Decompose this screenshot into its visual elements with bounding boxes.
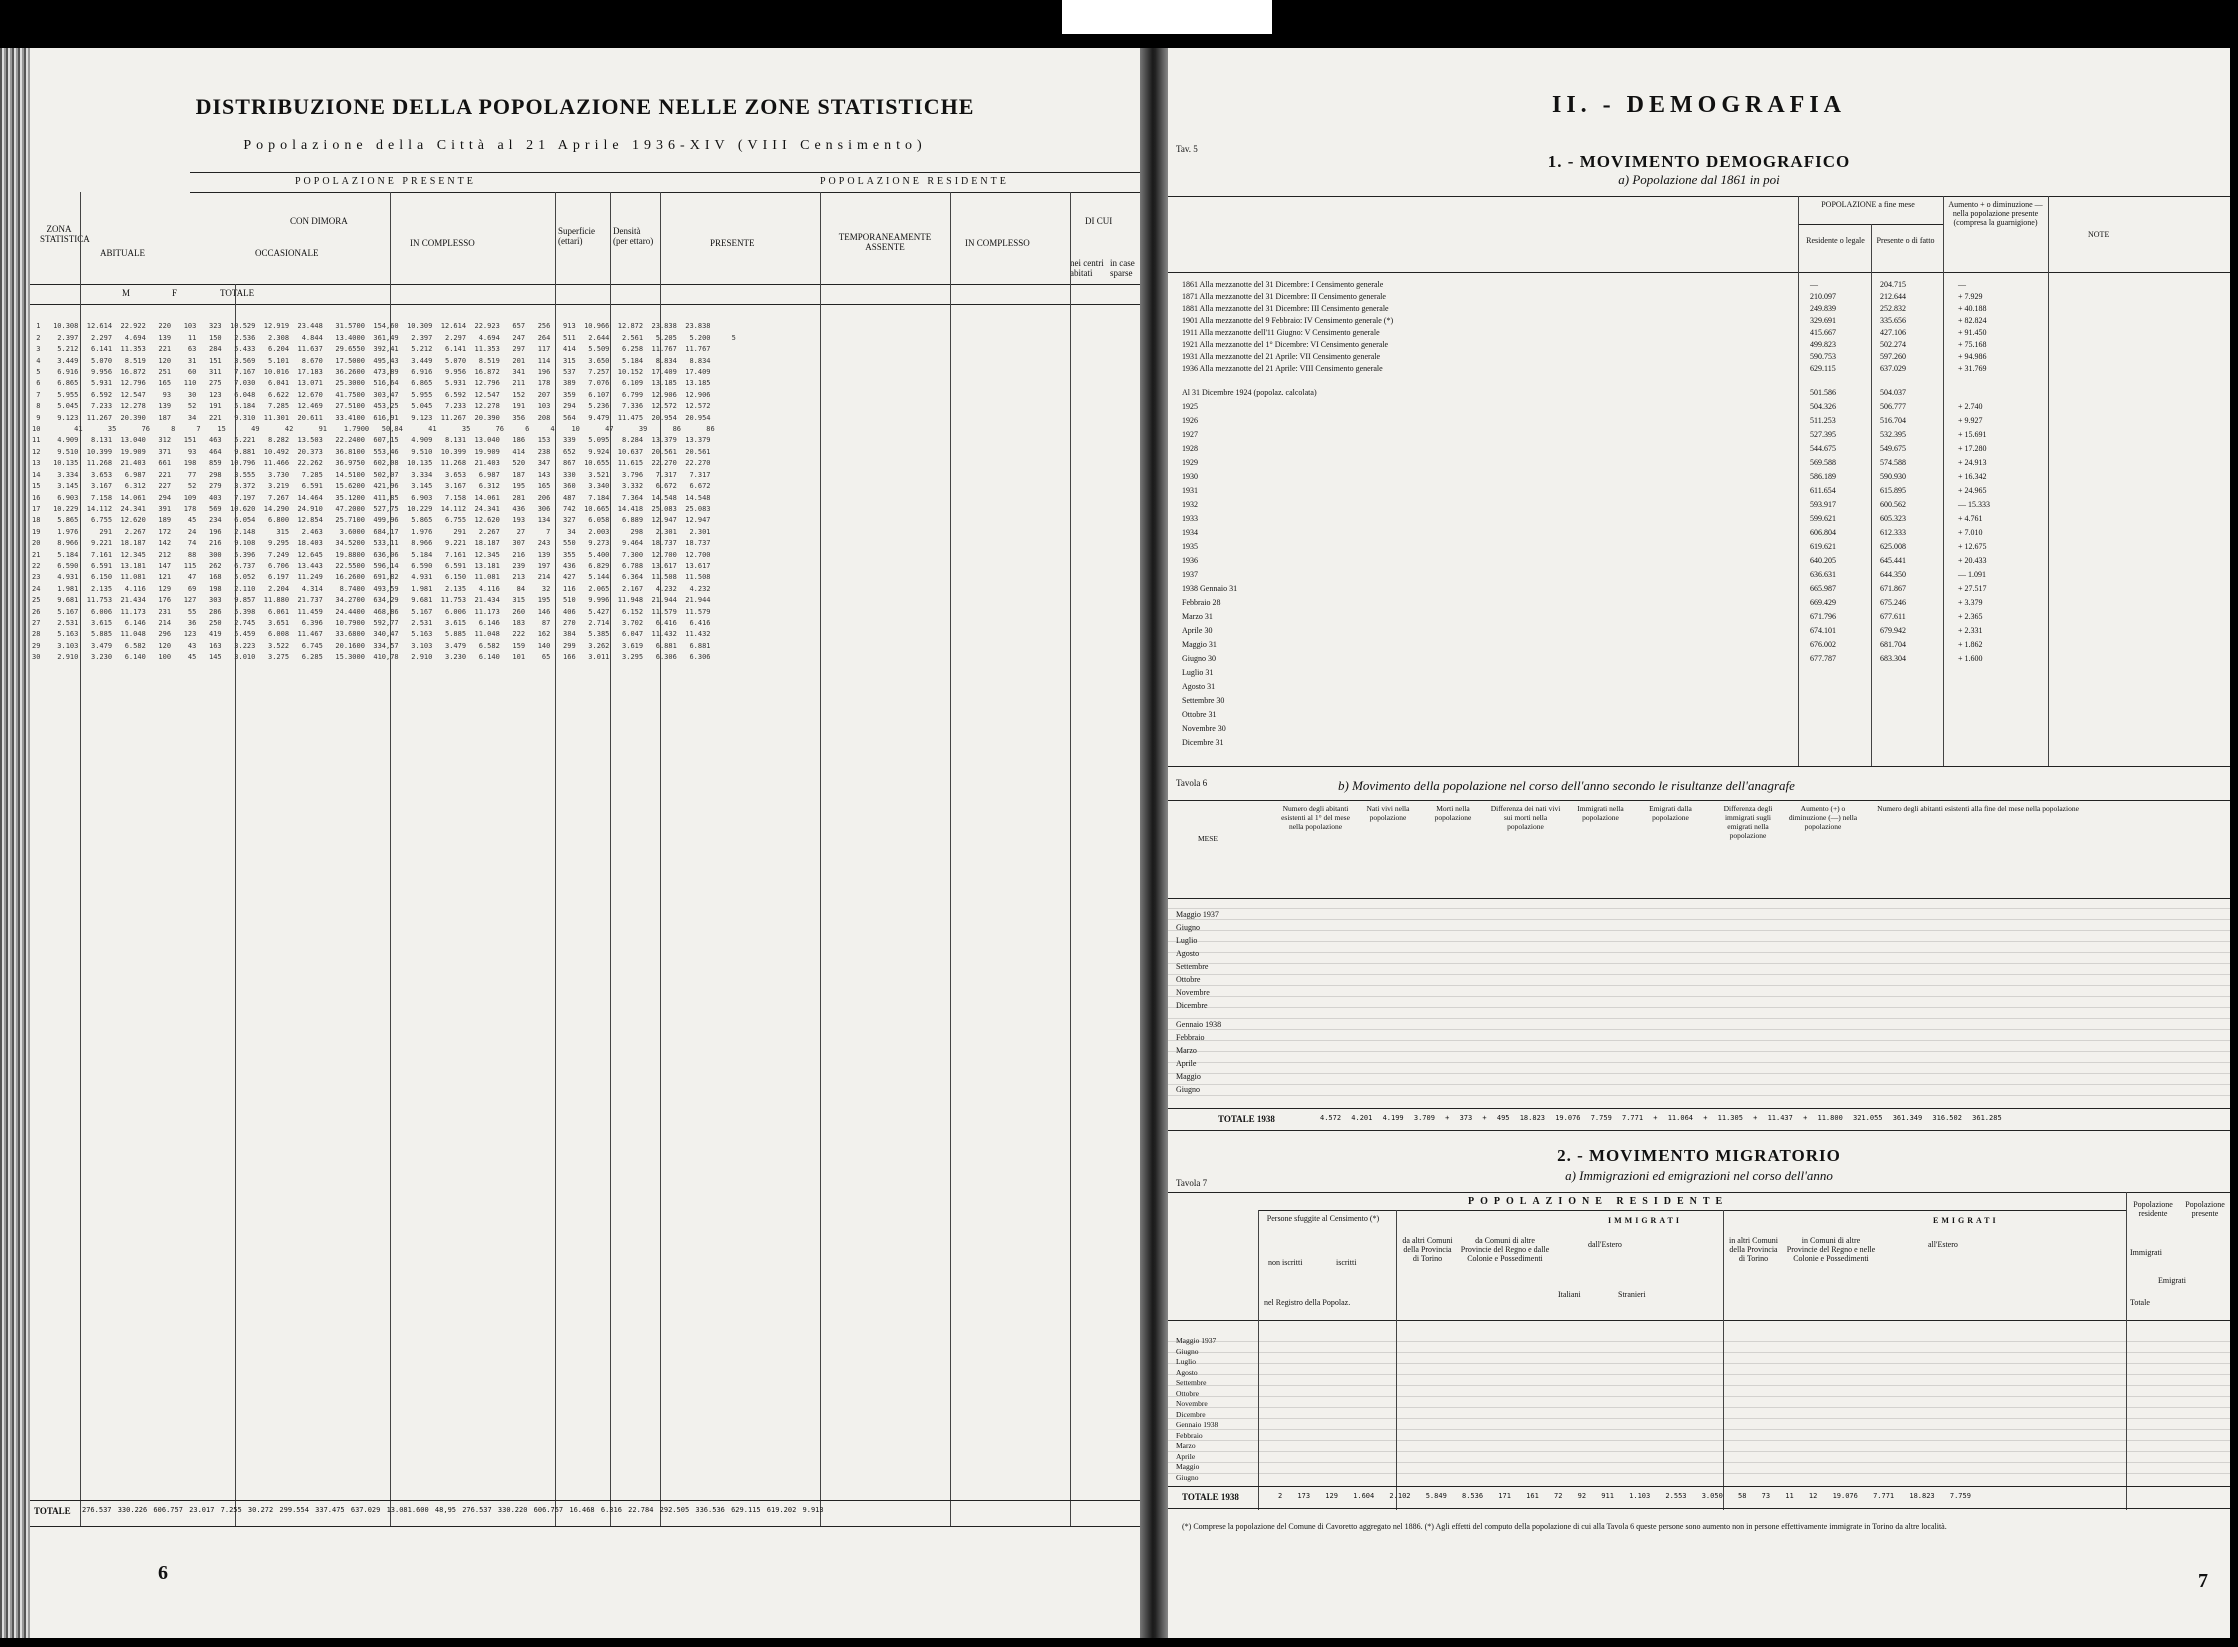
- group-resident: POPOLAZIONE RESIDENTE: [820, 176, 1009, 187]
- annual-row-res: 527.395: [1810, 430, 1836, 439]
- table-b-col-header: Differenza dei nati vivi sui morti nella popolazione: [1490, 804, 1561, 831]
- page-subtitle: Popolazione della Città al 21 Aprile 1936-XIV (VIII Censimento): [243, 138, 927, 153]
- table-b-month: Giugno: [1176, 1085, 1200, 1094]
- section1b-title: b) Movimento della popolazione nel corso dell'anno secondo le risultanze dell'anagrafe: [1338, 778, 1795, 793]
- annual-row-label: Giugno 30: [1182, 654, 1216, 663]
- annual-row-aum: + 7.010: [1958, 528, 1983, 537]
- annual-row-label: 1930: [1182, 472, 1198, 481]
- annual-row-res: 504.326: [1810, 402, 1836, 411]
- census-row-pres: 252.832: [1880, 304, 1906, 313]
- census-row-label: 1931 Alla mezzanotte del 21 Aprile: VII Censimento generale: [1182, 352, 1381, 361]
- col-di-cui: DI CUI: [1085, 216, 1113, 226]
- annual-row-label: Agosto 31: [1182, 682, 1216, 691]
- table-b-col-header: Aumento (+) o diminuzione (—) nella popolazione: [1788, 804, 1858, 831]
- scan-notch: [1062, 0, 1272, 34]
- col-densita: Densità (per ettaro): [613, 226, 654, 246]
- table-c-month: Agosto: [1176, 1367, 1198, 1377]
- census-row-pres: 427.106: [1880, 328, 1906, 337]
- census-row-aum: + 40.188: [1958, 304, 1987, 313]
- c-italiani: Italiani: [1558, 1290, 1581, 1299]
- annual-row-label: 1933: [1182, 514, 1198, 523]
- left-page: [30, 48, 1140, 1638]
- table-c-month: Giugno: [1176, 1472, 1199, 1482]
- annual-row-res: 671.796: [1810, 612, 1836, 621]
- table-b-month: Marzo: [1176, 1046, 1197, 1055]
- page-number-right: 7: [2198, 1570, 2208, 1592]
- table-c-month: Febbraio: [1176, 1430, 1203, 1440]
- annual-row-res: 599.621: [1810, 514, 1836, 523]
- annual-row-pres: 683.304: [1880, 654, 1906, 663]
- annual-row-aum: + 20.433: [1958, 556, 1987, 565]
- annual-row-aum: + 9.927: [1958, 416, 1983, 425]
- annual-row-label: 1932: [1182, 500, 1198, 509]
- annual-row-aum: + 2.331: [1958, 626, 1983, 635]
- annual-row-label: 1929: [1182, 458, 1198, 467]
- table-b-header: [1168, 804, 2230, 884]
- census-row-label: 1871 Alla mezzanotte del 31 Dicembre: II Censimento generale: [1182, 292, 1386, 301]
- census-row-label: 1881 Alla mezzanotte del 31 Dicembre: III Censimento generale: [1182, 304, 1389, 313]
- totale-label: TOTALE: [34, 1506, 71, 1516]
- annual-row-pres: 605.323: [1880, 514, 1906, 523]
- annual-row-aum: + 24.965: [1958, 486, 1987, 495]
- totale-values: 276.537 330.226 606.757 23.017 7.255 30.272 299.554 337.475 637.029 13.081.600 48,95 276.537 330.220 606.757 16.468 6.316 22.784 292.505 336.536 629.115 619.202 9.913: [82, 1506, 824, 1514]
- census-row-label: 1936 Alla mezzanotte del 21 Aprile: VIII Censimento generale: [1182, 364, 1383, 373]
- census-row-label: 1861 Alla mezzanotte del 31 Dicembre: I Censimento generale: [1182, 280, 1384, 289]
- col-superficie: Superficie (ettari): [558, 226, 595, 246]
- table-b-col-header: Numero degli abitanti esistenti al 1° del mese nella popolazione: [1281, 804, 1350, 831]
- table-b-month: Novembre: [1176, 988, 1210, 997]
- table-b-month: Luglio: [1176, 936, 1198, 945]
- table-c-month: Settembre: [1176, 1378, 1207, 1387]
- c-altri-comuni: da altri Comuni della Provincia di Torino: [1402, 1236, 1453, 1263]
- page-number-left: 6: [158, 1562, 168, 1584]
- table-c-month: Maggio 1937: [1176, 1336, 1217, 1345]
- table-c-month: Ottobre: [1176, 1388, 1199, 1398]
- table-b-month: Maggio: [1176, 1072, 1201, 1081]
- annual-row-aum: + 1.600: [1958, 654, 1983, 663]
- annual-row-aum: + 15.691: [1958, 430, 1987, 439]
- c-persone: Persone sfuggite al Censimento (*): [1266, 1214, 1380, 1223]
- table-b-month: Ottobre: [1176, 975, 1201, 984]
- c-immigrati: IMMIGRATI: [1608, 1216, 1682, 1225]
- annual-row-aum: + 3.379: [1958, 598, 1983, 607]
- table-c-month: Marzo: [1176, 1441, 1196, 1450]
- head-pop: POPOLAZIONE a fine mese: [1821, 200, 1915, 209]
- c-comuni-regno: da Comuni di altre Provincie del Regno e dalle Colonie e Possedimenti: [1460, 1236, 1550, 1263]
- annual-row-res: 511.253: [1810, 416, 1836, 425]
- census-row-aum: + 91.450: [1958, 328, 1987, 337]
- annual-row-label: Febbraio 28: [1182, 598, 1221, 607]
- head-aumento: Aumento + o diminuzione — nella popolazione presente (compresa la guarnigione): [1948, 200, 2043, 227]
- table-c-month: Aprile: [1176, 1451, 1196, 1461]
- table-c-month: Novembre: [1176, 1399, 1208, 1408]
- annual-row-label: Luglio 31: [1182, 668, 1214, 677]
- annual-row-pres: 615.895: [1880, 486, 1906, 495]
- col-in-complesso-res: IN COMPLESSO: [965, 238, 1030, 248]
- b-total-values: 4.572 4.201 4.199 3.709 + 373 + 495 18.823 19.076 7.759 7.771 + 11.064 + 11.305 + 11.437 + 11.800 321.055 361.349 316.502 361.285: [1320, 1114, 2002, 1122]
- census-row-label: 1921 Alla mezzanotte del 1° Dicembre: VI Censimento generale: [1182, 340, 1389, 349]
- annual-row-pres: 677.611: [1880, 612, 1906, 621]
- annual-row-aum: — 1.091: [1958, 570, 1986, 579]
- census-row-label: 1911 Alla mezzanotte dell'11 Giugno: V Censimento generale: [1182, 328, 1380, 337]
- census-row-res: 590.753: [1810, 352, 1836, 361]
- annual-row-pres: 625.008: [1880, 542, 1906, 551]
- page-title: DISTRIBUZIONE DELLA POPOLAZIONE NELLE ZONE STATISTICHE: [195, 94, 975, 119]
- annual-row-label: 1938 Gennaio 31: [1182, 584, 1238, 593]
- table-c-month: Gennaio 1938: [1176, 1420, 1219, 1429]
- tav-a-label: Tav. 5: [1176, 144, 1198, 154]
- zone-rows: 1 10.308 12.614 22.922 220 103 323 10.529 12.919 23.448 31.5700 154,60 10.309 12.614 22.923 657 256 913 10.966 12.872 23.838 23.838 2 2.397 2.297 4.694 139 11 150 2.536 2.308 4.844 13.4000 361,49 2.397 2.297 4.694 247 264 511 2.644 2.561 5.205 5.200 5 3 5.212 6.141 11.353 221 63 284 5.433 6.204 11.637 29.6550 392,41 5.212 6.141 11.353 297 117 414 5.509 6.258 11.767 11.767 4 3.449 5.070 8.519 120 31 151 3.569 5.101 8.670 17.5000 495,43 3.449 5.070 8.519 201 114 315 3.650 5.184 8.834 8.834 5 6.916 9.956 16.872 251 60 311 7.167 10.016 17.183 36.2600 473,89 6.916 9.956 16.872 341 196 537 7.257 10.152 17.409 17.409 6 6.865 5.931 12.796 165 110 275 7.030 6.041 13.071 25.3000 516,64 6.865 5.931 12.796 211 178 389 7.076 6.109 13.185 13.185 7 5.955 6.592 12.547 93 30 123 6.048 6.622 12.670 41.7500 303,47 5.955 6.592 12.547 152 207 359 6.107 6.799 12.906 12.906 8 5.045 7.233 12.278 139 52 191 5.184 7.285 12.469 27.5100 453,25 5.045 7.233 12.278 191 103 294 5.236 7.336 12.572 12.572 9 9.123 11.267 20.390 187 34 221 9.310 11.301 20.611 33.4100 616,91 9.123 11.267 20.390 356 208 564 9.479 11.475 20.954 20.954 10 41 35 76 8 7 15 49 42 91 1.7900 50,84 41 35 76 6 4 10 47 39 86 86 11 4.909 8.131 13.040 312 151 463 5.221 8.282 13.503 22.2400 607,15 4.909 8.131 13.040 186 153 339 5.095 8.284 13.379 13.379 12 9.510 10.399 19.909 371 93 464 9.881 10.492 20.373 36.8100 553,46 9.510 10.399 19.909 414 238 652 9.924 10.637 20.561 20.561 13 10.135 11.268 21.403 661 198 859 10.796 11.466 22.262 36.9750 602,08 10.135 11.268 21.403 520 347 867 10.655 11.615 22.270 22.270 14 3.334 3.653 6.987 221 77 298 3.555 3.730 7.285 14.5100 502,07 3.334 3.653 6.987 187 143 330 3.521 3.796 7.317 7.317 15 3.145 3.167 6.312 227 52 279 3.372 3.219 6.591 15.6200 421,96 3.145 3.167 6.312 195 165 360 3.340 3.332 6.672 6.672 16 6.903 7.158 14.061 294 109 403 7.197 7.267 14.464 35.1200 411,85 6.903 7.158 14.061 281 206 487 7.184 7.364 14.548 14.548 17 10.229 14.112 24.341 391 178 569 10.620 14.290 24.910 47.2000 527,75 10.229 14.112 24.341 436 306 742 10.665 14.418 25.083 25.083 18 5.865 6.755 12.620 189 45 234 6.054 6.800 12.854 25.7100 499,96 5.865 6.755 12.620 193 134 327 6.058 6.889 12.947 12.947 19 1.976 291 2.267 172 24 196 2.148 315 2.463 3.6000 684,17 1.976 291 2.267 27 7 34 2.003 298 2.301 2.301 20 8.966 9.221 18.187 142 74 216 9.108 9.295 18.403 34.5200 533,11 8.966 9.221 18.187 307 243 550 9.273 9.464 18.737 18.737 21 5.184 7.161 12.345 212 88 300 5.396 7.249 12.645 19.8800 636,06 5.184 7.161 12.345 216 139 355 5.400 7.300 12.700 12.700 22 6.590 6.591 13.181 147 115 262 6.737 6.706 13.443 22.5500 596,14 6.590 6.591 13.181 239 197 436 6.829 6.788 13.617 13.617 23 4.931 6.150 11.081 121 47 168 5.052 6.197 11.249 16.2600 691,82 4.931 6.150 11.081 213 214 427 5.144 6.364 11.508 11.508 24 1.981 2.135 4.116 129 69 198 2.110 2.204 4.314 8.7400 493,59 1.981 2.135 4.116 84 32 116 2.065 2.167 4.232 4.232 25 9.681 11.753 21.434 176 127 303 9.857 11.880 21.737 34.2700 634,29 9.681 11.753 21.434 315 195 510 9.996 11.948 21.944 21.944 26 5.167 6.006 11.173 231 55 286 5.398 6.061 11.459 24.4400 468,86 5.167 6.006 11.173 260 146 406 5.427 6.152 11.579 11.579 27 2.531 3.615 6.146 214 36 250 2.745 3.651 6.396 10.7900 592,77 2.531 3.615 6.146 183 87 270 2.714 3.702 6.416 6.416 28 5.163 5.885 11.048 296 123 419 5.459 6.008 11.467 33.6800 340,47 5.163 5.885 11.048 222 162 384 5.385 6.047 11.432 11.432 29 3.103 3.479 6.582 120 43 163 3.223 3.522 6.745 20.1600 334,57 3.103 3.479 6.582 159 140 299 3.262 3.619 6.881 6.881 30 2.910 3.230 6.140 100 45 145 3.010 3.275 6.285 15.3000 410,78 2.910 3.230 6.140 101 65 166 3.011 3.295 6.306 6.306: [32, 322, 736, 662]
- annual-row-pres: 679.942: [1880, 626, 1906, 635]
- annual-row-pres: 506.777: [1880, 402, 1906, 411]
- table-b-col-header: Morti nella popolazione: [1434, 804, 1472, 822]
- c-stranieri: Stranieri: [1618, 1290, 1646, 1299]
- section2-title: 2. - MOVIMENTO MIGRATORIO: [1557, 1146, 1841, 1165]
- annual-row-aum: + 27.517: [1958, 584, 1987, 593]
- col-occasionale: OCCASIONALE: [255, 248, 319, 258]
- census-row-res: 629.115: [1810, 364, 1836, 373]
- annual-row-label: Aprile 30: [1182, 626, 1213, 635]
- c-e-regno: in Comuni di altre Provincie del Regno e nelle Colonie e Possedimenti: [1786, 1236, 1876, 1263]
- annual-row-res: 606.804: [1810, 528, 1836, 537]
- col-in-complesso: IN COMPLESSO: [410, 238, 475, 248]
- annual-row-res: 544.675: [1810, 444, 1836, 453]
- annual-row-pres: 590.930: [1880, 472, 1906, 481]
- group-present: POPOLAZIONE PRESENTE: [295, 176, 476, 187]
- annual-row-label: 1928: [1182, 444, 1198, 453]
- annual-row-pres: 600.562: [1880, 500, 1906, 509]
- census-row-aum: + 82.824: [1958, 316, 1987, 325]
- annual-row-res: 674.101: [1810, 626, 1836, 635]
- table-b-month: Aprile: [1176, 1059, 1197, 1068]
- col-con-dimora: CON DIMORA: [290, 216, 348, 226]
- census-row-pres: 204.715: [1880, 280, 1906, 289]
- annual-row-aum: + 4.761: [1958, 514, 1983, 523]
- census-row-aum: + 75.168: [1958, 340, 1987, 349]
- census-row-res: 210.097: [1810, 292, 1836, 301]
- table-b-month: Dicembre: [1176, 1001, 1208, 1010]
- annual-row-label: 1936: [1182, 556, 1198, 565]
- census-row-res: 329.691: [1810, 316, 1836, 325]
- annual-row-aum: + 12.675: [1958, 542, 1987, 551]
- annual-row-res: 676.002: [1810, 640, 1836, 649]
- table-c-month: Dicembre: [1176, 1409, 1206, 1419]
- annual-row-label: 1934: [1182, 528, 1198, 537]
- table-b-month: Gennaio 1938: [1176, 1020, 1222, 1029]
- table-c-month: Giugno: [1176, 1346, 1199, 1356]
- annual-row-aum: + 2.740: [1958, 402, 1983, 411]
- sex-m: M: [122, 288, 131, 298]
- annual-row-res: 593.917: [1810, 500, 1836, 509]
- col-zone: ZONA STATISTICA: [40, 224, 90, 244]
- b-total-label: TOTALE 1938: [1218, 1114, 1275, 1124]
- c-total-label: TOTALE 1938: [1182, 1492, 1239, 1502]
- c-pop-pres: Popolazione presente: [2185, 1200, 2225, 1218]
- annual-row-res: 636.631: [1810, 570, 1836, 579]
- footnote: (*) Comprese la popolazione del Comune di Cavoretto aggregato nel 1886. (*) Agli effetti del computo della popolazione di cui alla Tavola 6 queste persone sono aumento non in persone effettivamente immigrate in Torino da altre località.: [1182, 1522, 1947, 1531]
- annual-row-res: 501.586: [1810, 388, 1836, 397]
- c-iscritti: iscritti: [1336, 1258, 1357, 1267]
- census-row-pres: 212.644: [1880, 292, 1906, 301]
- c-estero: dall'Estero: [1588, 1240, 1622, 1249]
- section1a-title: a) Popolazione dal 1861 in poi: [1618, 172, 1780, 187]
- c-pop-res: Popolazione residente: [2133, 1200, 2173, 1218]
- col-presente: PRESENTE: [710, 238, 755, 248]
- section2a-title: a) Immigrazioni ed emigrazioni nel corso dell'anno: [1565, 1168, 1833, 1183]
- c-imm: Immigrati: [2130, 1248, 2162, 1257]
- col-temp-assente: TEMPORANEAMENTE ASSENTE: [838, 232, 932, 252]
- c-e-altri: in altri Comuni della Provincia di Torino: [1729, 1236, 1778, 1263]
- table-b-month: Febbraio: [1176, 1033, 1205, 1042]
- annual-row-res: 569.588: [1810, 458, 1836, 467]
- book-edge: [0, 48, 30, 1638]
- head-presente: Presente o di fatto: [1876, 236, 1935, 245]
- table-b-col-header: Numero degli abitanti esistenti alla fine del mese nella popolazione: [1877, 804, 2079, 813]
- annual-row-pres: 549.675: [1880, 444, 1906, 453]
- table-c-month: Luglio: [1176, 1357, 1196, 1366]
- col-abituale: ABITUALE: [100, 248, 145, 258]
- c-totale: Totale: [2130, 1298, 2150, 1307]
- census-row-pres: 502.274: [1880, 340, 1906, 349]
- annual-row-res: 665.987: [1810, 584, 1836, 593]
- annual-row-pres: 504.037: [1880, 388, 1906, 397]
- book-gutter: [1140, 48, 1168, 1638]
- census-row-pres: 637.029: [1880, 364, 1906, 373]
- annual-row-label: 1937: [1182, 570, 1198, 579]
- sex-f: F: [172, 288, 178, 298]
- annual-row-res: 619.621: [1810, 542, 1836, 551]
- sex-totale: TOTALE: [220, 288, 255, 298]
- table-b-col-header: Emigrati dalla popolazione: [1649, 804, 1692, 822]
- chapter-title: II. - DEMOGRAFIA: [1552, 92, 1846, 118]
- table-b-month: Settembre: [1176, 962, 1209, 971]
- annual-row-pres: 681.704: [1880, 640, 1906, 649]
- c-non-iscritti: non iscritti: [1268, 1258, 1303, 1267]
- right-page: [1168, 48, 2230, 1638]
- census-row-res: 249.839: [1810, 304, 1836, 313]
- census-row-res: —: [1810, 280, 1818, 289]
- annual-row-label: Maggio 31: [1182, 640, 1217, 649]
- census-row-res: 499.823: [1810, 340, 1836, 349]
- annual-row-pres: 532.395: [1880, 430, 1906, 439]
- annual-row-label: 1927: [1182, 430, 1198, 439]
- census-row-aum: —: [1958, 280, 1966, 289]
- col-nei-centri: nei centri abitati: [1070, 258, 1104, 278]
- table-b-col-header: MESE: [1197, 834, 1218, 843]
- annual-row-pres: 645.441: [1880, 556, 1906, 565]
- table-b-col-header: Immigrati nella popolazione: [1577, 804, 1624, 822]
- annual-row-res: 586.189: [1810, 472, 1836, 481]
- census-row-aum: + 31.769: [1958, 364, 1987, 373]
- annual-row-label: 1926: [1182, 416, 1198, 425]
- census-row-pres: 597.260: [1880, 352, 1906, 361]
- table-b-col-header: Differenza degli immigrati sugli emigrati nella popolazione: [1723, 804, 1773, 840]
- head-residente: Residente o legale: [1806, 236, 1865, 245]
- annual-row-aum: + 1.862: [1958, 640, 1983, 649]
- c-total-values: 2 173 129 1.604 2.102 5.849 8.536 171 161 72 92 911 1.103 2.553 3.050 58 73 11 12 19.076 7.771 18.823 7.759: [1278, 1492, 1971, 1500]
- annual-row-pres: 671.867: [1880, 584, 1906, 593]
- c-title: POPOLAZIONE RESIDENTE: [1468, 1196, 1729, 1207]
- c-emi: Emigrati: [2158, 1276, 2186, 1285]
- census-row-aum: + 7.929: [1958, 292, 1983, 301]
- annual-row-label: Al 31 Dicembre 1924 (popolaz. calcolata): [1182, 388, 1317, 397]
- annual-row-aum: + 16.342: [1958, 472, 1987, 481]
- annual-row-pres: 675.246: [1880, 598, 1906, 607]
- tav-b-label: Tavola 6: [1176, 778, 1208, 788]
- head-note: NOTE: [2088, 230, 2110, 239]
- census-row-aum: + 94.986: [1958, 352, 1987, 361]
- annual-row-res: 677.787: [1810, 654, 1836, 663]
- annual-row-pres: 516.704: [1880, 416, 1906, 425]
- annual-row-pres: 644.350: [1880, 570, 1906, 579]
- annual-row-label: 1935: [1182, 542, 1198, 551]
- annual-row-label: Settembre 30: [1182, 696, 1225, 705]
- section1-title: 1. - MOVIMENTO DEMOGRAFICO: [1547, 152, 1851, 171]
- annual-row-aum: + 2.365: [1958, 612, 1983, 621]
- annual-row-aum: + 17.280: [1958, 444, 1987, 453]
- table-c-month: Maggio: [1176, 1462, 1200, 1471]
- annual-row-res: 640.205: [1810, 556, 1836, 565]
- tav-c-label: Tavola 7: [1176, 1178, 1208, 1188]
- table-b-month: Giugno: [1176, 923, 1200, 932]
- table-b-month: Maggio 1937: [1176, 910, 1219, 919]
- c-emigrati: EMIGRATI: [1933, 1216, 1999, 1225]
- table-b-month: Agosto: [1176, 949, 1200, 958]
- census-row-res: 415.667: [1810, 328, 1836, 337]
- annual-row-res: 611.654: [1810, 486, 1836, 495]
- census-row-pres: 335.656: [1880, 316, 1906, 325]
- c-e-estero: all'Estero: [1928, 1240, 1958, 1249]
- annual-row-label: Ottobre 31: [1182, 710, 1217, 719]
- annual-row-label: Novembre 30: [1182, 724, 1226, 733]
- annual-row-label: 1925: [1182, 402, 1198, 411]
- annual-row-res: 669.429: [1810, 598, 1836, 607]
- table-b-col-header: Nati vivi nella popolazione: [1366, 804, 1410, 822]
- annual-row-pres: 612.333: [1880, 528, 1906, 537]
- annual-row-label: 1931: [1182, 486, 1198, 495]
- annual-row-pres: 574.588: [1880, 458, 1906, 467]
- annual-row-aum: + 24.913: [1958, 458, 1987, 467]
- census-row-label: 1901 Alla mezzanotte del 9 Febbraio: IV Censimento generale (*): [1182, 316, 1394, 325]
- annual-row-label: Marzo 31: [1182, 612, 1213, 621]
- annual-row-aum: — 15.333: [1958, 500, 1990, 509]
- annual-row-label: Dicembre 31: [1182, 738, 1224, 747]
- col-case-sparse: in case sparse: [1110, 258, 1135, 278]
- c-registro: nel Registro della Popolaz.: [1264, 1298, 1351, 1307]
